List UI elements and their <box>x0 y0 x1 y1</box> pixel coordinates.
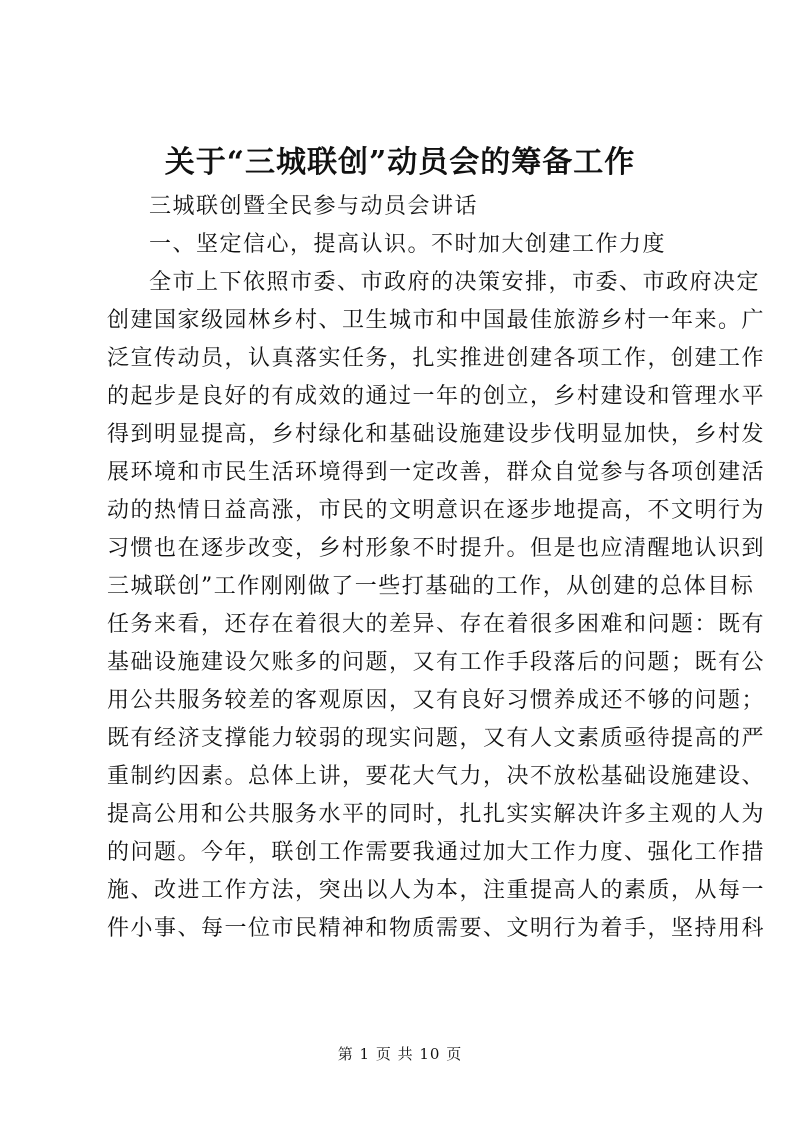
paragraph-line: 三城联创”工作刚刚做了一些打基础的工作，从创建的总体目标 <box>107 574 755 599</box>
paragraph-line: 的起步是良好的有成效的通过一年的创立，乡村建设和管理水平 <box>107 384 766 409</box>
paragraph-line: 施、改进工作方法，突出以人为本，注重提高人的素质，从每一 <box>107 878 766 903</box>
page-number-footer: 第 1 页 共 10 页 <box>337 1045 463 1063</box>
paragraph-line: 件小事、每一位市民精神和物质需要、文明行为着手，坚持用科 <box>107 916 766 941</box>
document-title: 关于“三城联创”动员会的筹备工作 <box>164 145 636 180</box>
paragraph-line: 的问题。今年，联创工作需要我通过加大工作力度、强化工作措 <box>107 840 766 865</box>
paragraph-line: 得到明显提高，乡村绿化和基础设施建设步伐明显加快，乡村发 <box>107 422 766 447</box>
paragraph-line: 既有经济支撑能力较弱的现实问题，又有人文素质亟待提高的严 <box>107 726 766 751</box>
paragraph-line: 习惯也在逐步改变，乡村形象不时提升。但是也应清醒地认识到 <box>107 536 766 561</box>
paragraph-line: 提高公用和公共服务水平的同时，扎扎实实解决许多主观的人为 <box>107 802 766 827</box>
paragraph-line: 泛宣传动员，认真落实任务，扎实推进创建各项工作，创建工作 <box>107 346 766 371</box>
paragraph-line: 动的热情日益高涨，市民的文明意识在逐步地提高，不文明行为 <box>107 498 766 523</box>
section-heading: 一、坚定信心，提高认识。不时加大创建工作力度 <box>149 232 667 257</box>
paragraph-line: 展环境和市民生活环境得到一定改善，群众自觉参与各项创建活 <box>107 460 766 485</box>
paragraph-line: 创建国家级园林乡村、卫生城市和中国最佳旅游乡村一年来。广 <box>107 308 766 333</box>
paragraph-line: 任务来看，还存在着很大的差异、存在着很多困难和问题：既有 <box>107 612 766 637</box>
paragraph-line: 基础设施建设欠账多的问题，又有工作手段落后的问题；既有公 <box>107 650 766 675</box>
paragraph-line: 用公共服务较差的客观原因，又有良好习惯养成还不够的问题； <box>107 688 766 713</box>
paragraph-line: 全市上下依照市委、市政府的决策安排，市委、市政府决定 <box>149 270 761 295</box>
document-subtitle: 三城联创暨全民参与动员会讲话 <box>149 194 479 219</box>
paragraph-line: 重制约因素。总体上讲，要花大气力，决不放松基础设施建设、 <box>107 764 766 789</box>
document-body <box>107 188 766 948</box>
